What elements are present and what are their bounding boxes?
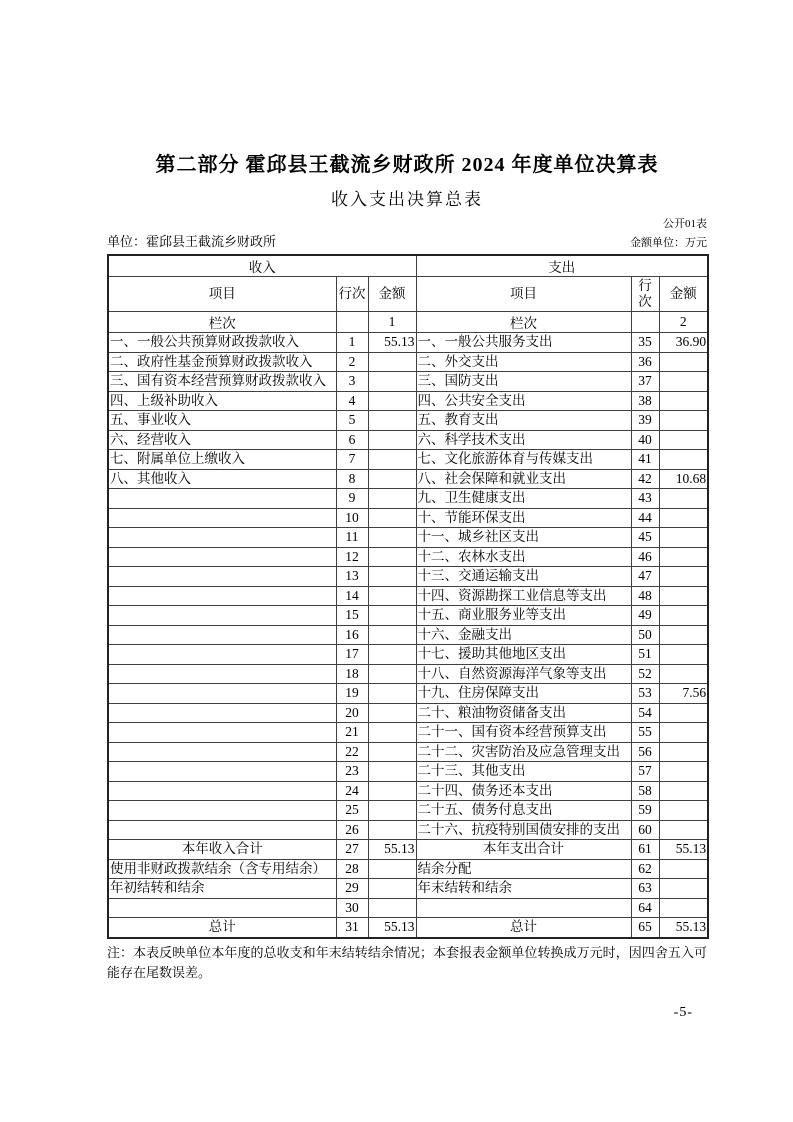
- income-amount-cell: [368, 742, 416, 762]
- income-lanci-label: 栏次: [108, 312, 336, 333]
- expense-item-cell: 七、文化旅游体育与传媒支出: [416, 450, 631, 470]
- expense-line-cell: 56: [631, 742, 659, 762]
- income-line-cell: 5: [336, 411, 368, 431]
- table-row: [108, 879, 708, 899]
- expense-lanci-label: 栏次: [416, 312, 631, 333]
- table-meta-row: [107, 233, 707, 251]
- table-row: [108, 801, 708, 821]
- income-amount-cell: [368, 762, 416, 782]
- table-row: [108, 391, 708, 411]
- expense-amount-cell: [659, 762, 708, 782]
- income-item-cell: 使用非财政拨款结余（含专用结余）: [108, 859, 336, 879]
- expense-amount-cell: [659, 859, 708, 879]
- table-row: [108, 352, 708, 372]
- expense-line-cell: 37: [631, 372, 659, 392]
- income-section-header: 收入: [108, 255, 416, 277]
- income-item-cell: [108, 567, 336, 587]
- expense-amount-cell: [659, 547, 708, 567]
- table-row: [108, 508, 708, 528]
- income-line-cell: 26: [336, 820, 368, 840]
- income-item-cell: [108, 606, 336, 626]
- income-amount-cell: [368, 879, 416, 899]
- table-row: [108, 450, 708, 470]
- table-row: [108, 547, 708, 567]
- income-line-index-cell: [336, 312, 368, 333]
- income-item-cell: [108, 625, 336, 645]
- table-row: [108, 411, 708, 431]
- document-title: 第二部分 霍邱县王截流乡财政所 2024 年度单位决算表: [155, 154, 659, 176]
- expense-item-cell: 二十六、抗疫特别国债安排的支出: [416, 820, 631, 840]
- income-amount-cell: [368, 645, 416, 665]
- income-item-cell: 总计: [108, 918, 336, 938]
- expense-line-cell: 39: [631, 411, 659, 431]
- column-header-row: [108, 277, 708, 312]
- expense-item-cell: [416, 898, 631, 918]
- expense-line-cell: 59: [631, 801, 659, 821]
- income-amount-cell: [368, 684, 416, 704]
- income-amount-cell: [368, 430, 416, 450]
- income-amount-cell: [368, 781, 416, 801]
- expense-line-cell: 46: [631, 547, 659, 567]
- expense-amount-cell: [659, 879, 708, 899]
- table-row: [108, 625, 708, 645]
- expense-line-cell: 35: [631, 333, 659, 353]
- table-row: [108, 664, 708, 684]
- table-note: 注：本表反映单位本年度的总收支和年末结转结余情况；本套报表金额单位转换成万元时，因四舍五入可能存在尾数误差。: [107, 944, 707, 980]
- expense-line-cell: 60: [631, 820, 659, 840]
- expense-section-header: 支出: [416, 255, 708, 277]
- income-item-cell: 五、事业收入: [108, 411, 336, 431]
- expense-amount-cell: [659, 528, 708, 548]
- income-item-cell: 年初结转和结余: [108, 879, 336, 899]
- income-line-cell: 18: [336, 664, 368, 684]
- expense-amount-cell: [659, 430, 708, 450]
- expense-item-cell: 二十一、国有资本经营预算支出: [416, 723, 631, 743]
- income-item-cell: 八、其他收入: [108, 469, 336, 489]
- expense-line-cell: 51: [631, 645, 659, 665]
- income-line-cell: 12: [336, 547, 368, 567]
- income-amount-cell: [368, 352, 416, 372]
- table-row: [108, 898, 708, 918]
- expense-line-cell: 48: [631, 586, 659, 606]
- income-line-cell: 27: [336, 840, 368, 860]
- table-row: [108, 859, 708, 879]
- expense-line-cell: 57: [631, 762, 659, 782]
- income-amount-cell: [368, 547, 416, 567]
- expense-line-cell: 63: [631, 879, 659, 899]
- income-line-cell: 22: [336, 742, 368, 762]
- expense-amount-cell: [659, 645, 708, 665]
- expense-line-cell: 49: [631, 606, 659, 626]
- income-item-cell: 二、政府性基金预算财政拨款收入: [108, 352, 336, 372]
- expense-line-cell: 45: [631, 528, 659, 548]
- table-row: [108, 781, 708, 801]
- income-item-cell: [108, 820, 336, 840]
- expense-item-cell: 十一、城乡社区支出: [416, 528, 631, 548]
- table-row: [108, 528, 708, 548]
- expense-line-cell: 62: [631, 859, 659, 879]
- expense-line-cell: 52: [631, 664, 659, 684]
- income-line-cell: 20: [336, 703, 368, 723]
- income-line-cell: 16: [336, 625, 368, 645]
- income-amount-cell: [368, 859, 416, 879]
- expense-line-cell: 42: [631, 469, 659, 489]
- income-line-cell: 11: [336, 528, 368, 548]
- expense-item-cell: 二十三、其他支出: [416, 762, 631, 782]
- expense-amount-cell: 36.90: [659, 333, 708, 353]
- income-item-cell: 七、附属单位上缴收入: [108, 450, 336, 470]
- income-line-cell: 19: [336, 684, 368, 704]
- amount-unit-label: 金额单位：万元: [630, 237, 707, 249]
- table-row: [108, 586, 708, 606]
- income-amount-cell: 55.13: [368, 333, 416, 353]
- expense-item-cell: 二十四、债务还本支出: [416, 781, 631, 801]
- expense-item-cell: 五、教育支出: [416, 411, 631, 431]
- form-code: 公开01表: [663, 218, 707, 230]
- column-index-row: [108, 312, 708, 333]
- income-amount-cell: [368, 586, 416, 606]
- expense-amount-cell: [659, 742, 708, 762]
- expense-line-index-cell: [631, 312, 659, 333]
- expense-amount-cell: [659, 781, 708, 801]
- expense-item-cell: 六、科学技术支出: [416, 430, 631, 450]
- expense-item-cell: 年末结转和结余: [416, 879, 631, 899]
- income-line-cell: 29: [336, 879, 368, 899]
- expense-column-index: 2: [659, 312, 708, 333]
- expense-amount-cell: [659, 450, 708, 470]
- table-row: [108, 567, 708, 587]
- income-item-cell: [108, 762, 336, 782]
- income-amount-cell: [368, 664, 416, 684]
- table-title: 收入支出决算总表: [331, 190, 483, 209]
- expense-item-cell: 十二、农林水支出: [416, 547, 631, 567]
- expense-line-cell: 36: [631, 352, 659, 372]
- income-line-cell: 13: [336, 567, 368, 587]
- income-amount-cell: [368, 801, 416, 821]
- table-row: [108, 703, 708, 723]
- expense-item-cell: 十六、金融支出: [416, 625, 631, 645]
- income-line-cell: 25: [336, 801, 368, 821]
- expense-amount-cell: [659, 391, 708, 411]
- income-item-cell: [108, 664, 336, 684]
- expense-line-cell: 47: [631, 567, 659, 587]
- expense-item-cell: 总计: [416, 918, 631, 938]
- expense-amount-cell: [659, 372, 708, 392]
- expense-item-header: 项目: [416, 277, 631, 312]
- table-row: [108, 333, 708, 353]
- income-line-cell: 21: [336, 723, 368, 743]
- income-amount-cell: [368, 508, 416, 528]
- expense-item-cell: 八、社会保障和就业支出: [416, 469, 631, 489]
- expense-item-cell: 四、公共安全支出: [416, 391, 631, 411]
- expense-item-cell: 十七、援助其他地区支出: [416, 645, 631, 665]
- expense-line-cell: 61: [631, 840, 659, 860]
- income-item-cell: 四、上级补助收入: [108, 391, 336, 411]
- expense-amount-cell: [659, 586, 708, 606]
- income-item-cell: [108, 489, 336, 509]
- expense-line-cell: 43: [631, 489, 659, 509]
- expense-line-cell: 65: [631, 918, 659, 938]
- income-item-cell: [108, 781, 336, 801]
- expense-amount-cell: [659, 352, 708, 372]
- income-amount-cell: [368, 372, 416, 392]
- expense-line-header: 行次: [631, 277, 659, 312]
- income-item-cell: 本年收入合计: [108, 840, 336, 860]
- income-line-header: 行次: [336, 277, 368, 312]
- expense-line-cell: 58: [631, 781, 659, 801]
- income-amount-cell: [368, 450, 416, 470]
- income-amount-cell: [368, 411, 416, 431]
- income-item-cell: 三、国有资本经营预算财政拨款收入: [108, 372, 336, 392]
- expense-item-cell: 一、一般公共服务支出: [416, 333, 631, 353]
- expense-item-cell: 十、节能环保支出: [416, 508, 631, 528]
- income-line-cell: 31: [336, 918, 368, 938]
- income-item-cell: [108, 547, 336, 567]
- income-item-cell: [108, 508, 336, 528]
- expense-amount-cell: [659, 606, 708, 626]
- expense-item-cell: 二十二、灾害防治及应急管理支出: [416, 742, 631, 762]
- expense-item-cell: 本年支出合计: [416, 840, 631, 860]
- expense-amount-header: 金额: [659, 277, 708, 312]
- income-item-cell: [108, 723, 336, 743]
- income-line-cell: 1: [336, 333, 368, 353]
- income-line-cell: 15: [336, 606, 368, 626]
- income-item-cell: [108, 801, 336, 821]
- page-number: -5-: [673, 1004, 693, 1020]
- expense-line-cell: 50: [631, 625, 659, 645]
- income-amount-cell: [368, 606, 416, 626]
- income-line-cell: 9: [336, 489, 368, 509]
- income-amount-cell: [368, 723, 416, 743]
- table-row: [108, 489, 708, 509]
- income-line-cell: 24: [336, 781, 368, 801]
- expense-amount-cell: [659, 567, 708, 587]
- income-line-cell: 10: [336, 508, 368, 528]
- table-row: [108, 606, 708, 626]
- income-line-cell: 30: [336, 898, 368, 918]
- section-header-row: [108, 255, 708, 277]
- income-item-header: 项目: [108, 277, 336, 312]
- expense-item-cell: 十八、自然资源海洋气象等支出: [416, 664, 631, 684]
- expense-line-cell: 54: [631, 703, 659, 723]
- income-line-cell: 28: [336, 859, 368, 879]
- expense-amount-cell: [659, 411, 708, 431]
- table-row: [108, 840, 708, 860]
- expense-amount-cell: [659, 625, 708, 645]
- expense-line-cell: 53: [631, 684, 659, 704]
- document-content: [107, 152, 707, 1021]
- table-row: [108, 684, 708, 704]
- table-row: [108, 372, 708, 392]
- income-item-cell: 一、一般公共预算财政拨款收入: [108, 333, 336, 353]
- table-row: [108, 820, 708, 840]
- expense-item-cell: 二、外交支出: [416, 352, 631, 372]
- table-row: [108, 918, 708, 938]
- expense-item-cell: 结余分配: [416, 859, 631, 879]
- expense-item-cell: 二十、粮油物资储备支出: [416, 703, 631, 723]
- expense-amount-cell: [659, 703, 708, 723]
- expense-amount-cell: [659, 508, 708, 528]
- income-line-cell: 8: [336, 469, 368, 489]
- income-amount-cell: [368, 898, 416, 918]
- income-amount-cell: [368, 703, 416, 723]
- expense-amount-cell: 7.56: [659, 684, 708, 704]
- income-line-cell: 2: [336, 352, 368, 372]
- expense-amount-cell: [659, 801, 708, 821]
- expense-amount-cell: 10.68: [659, 469, 708, 489]
- income-amount-header: 金额: [368, 277, 416, 312]
- expense-line-cell: 55: [631, 723, 659, 743]
- expense-amount-cell: 55.13: [659, 840, 708, 860]
- expense-line-cell: 38: [631, 391, 659, 411]
- income-line-cell: 23: [336, 762, 368, 782]
- expense-amount-cell: [659, 489, 708, 509]
- expense-amount-cell: [659, 820, 708, 840]
- expense-line-cell: 40: [631, 430, 659, 450]
- income-amount-cell: [368, 625, 416, 645]
- income-line-cell: 4: [336, 391, 368, 411]
- expense-item-cell: 二十五、债务付息支出: [416, 801, 631, 821]
- income-item-cell: 六、经营收入: [108, 430, 336, 450]
- income-line-cell: 7: [336, 450, 368, 470]
- income-item-cell: [108, 898, 336, 918]
- table-row: [108, 723, 708, 743]
- expense-line-cell: 41: [631, 450, 659, 470]
- table-body: [108, 333, 708, 938]
- table-row: [108, 762, 708, 782]
- income-amount-cell: [368, 567, 416, 587]
- income-line-cell: 14: [336, 586, 368, 606]
- income-item-cell: [108, 684, 336, 704]
- income-column-index: 1: [368, 312, 416, 333]
- income-amount-cell: 55.13: [368, 840, 416, 860]
- expense-item-cell: 十三、交通运输支出: [416, 567, 631, 587]
- expense-amount-cell: 55.13: [659, 918, 708, 938]
- expense-line-cell: 64: [631, 898, 659, 918]
- table-row: [108, 645, 708, 665]
- expense-line-cell: 44: [631, 508, 659, 528]
- income-item-cell: [108, 742, 336, 762]
- income-amount-cell: [368, 820, 416, 840]
- income-line-cell: 17: [336, 645, 368, 665]
- expense-item-cell: 十四、资源勘探工业信息等支出: [416, 586, 631, 606]
- table-row: [108, 469, 708, 489]
- income-amount-cell: [368, 528, 416, 548]
- income-line-cell: 6: [336, 430, 368, 450]
- income-item-cell: [108, 528, 336, 548]
- income-line-cell: 3: [336, 372, 368, 392]
- income-item-cell: [108, 586, 336, 606]
- income-item-cell: [108, 645, 336, 665]
- expense-item-cell: 九、卫生健康支出: [416, 489, 631, 509]
- table-row: [108, 430, 708, 450]
- unit-name: 单位：霍邱县王截流乡财政所: [107, 234, 277, 249]
- expense-item-cell: 十九、住房保障支出: [416, 684, 631, 704]
- income-item-cell: [108, 703, 336, 723]
- summary-table: [107, 254, 709, 939]
- expense-amount-cell: [659, 898, 708, 918]
- expense-amount-cell: [659, 664, 708, 684]
- income-amount-cell: [368, 489, 416, 509]
- income-amount-cell: [368, 391, 416, 411]
- expense-amount-cell: [659, 723, 708, 743]
- income-amount-cell: [368, 469, 416, 489]
- income-amount-cell: 55.13: [368, 918, 416, 938]
- expense-item-cell: 十五、商业服务业等支出: [416, 606, 631, 626]
- expense-item-cell: 三、国防支出: [416, 372, 631, 392]
- table-row: [108, 742, 708, 762]
